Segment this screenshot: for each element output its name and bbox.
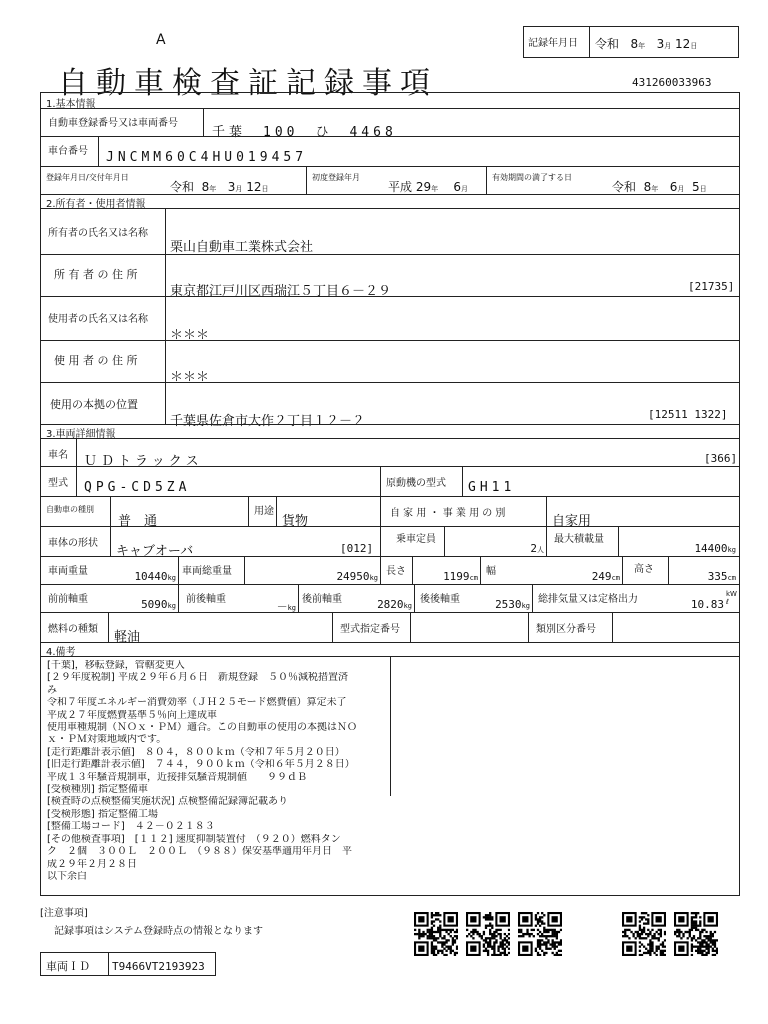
user-address-value: ＊＊＊ [170, 370, 210, 385]
class-number-label: 類別区分番号 [536, 624, 596, 635]
notice-title: [注意事項] [40, 908, 88, 919]
remark-line: 令和７年度エネルギー消費効率（ＪＨ２５モード燃費値）算定未了 [47, 697, 347, 709]
base-location-code: [12511 1322] [648, 408, 728, 421]
length-value: 1199cm [443, 570, 478, 583]
model-value: QPG-CD5ZA [84, 480, 191, 495]
reg-no-value: 千葉 100 ひ 4468 [212, 125, 397, 140]
qr-icon [414, 912, 458, 956]
base-location-label: 使用の本拠の位置 [50, 398, 138, 411]
height-label: 高さ [634, 564, 654, 575]
front-front-axle-label: 前前軸重 [48, 594, 88, 605]
reg-no-label: 自動車登録番号又は車両番号 [48, 118, 178, 129]
kind-value: 普 通 [118, 514, 158, 529]
max-load-label: 最大積載量 [554, 534, 604, 545]
remark-line: 成２９年２月２８日 [47, 858, 137, 870]
first-reg-label: 初度登録年月 [312, 173, 360, 182]
body-code: [012] [340, 542, 374, 555]
user-address-label: 使 用 者 の 住 所 [54, 354, 138, 367]
displacement-value: 10.83 [690, 598, 724, 611]
maker-code: [366] [704, 452, 738, 465]
front-rear-axle-label: 前後軸重 [186, 594, 226, 605]
maker-value: ＵＤトラックス [84, 454, 203, 469]
width-label: 幅 [486, 566, 496, 577]
body-value: キャブオーバ [116, 544, 194, 559]
expiry-label: 有効期間の満了する日 [492, 173, 572, 182]
remark-line: 以下余白 [47, 870, 87, 882]
remark-line: ク ２個 ３００Ｌ ２００Ｌ （９８８）保安基準適用年月日 平 [47, 846, 352, 858]
fuel-label: 燃料の種類 [48, 624, 98, 635]
user-name-value: ＊＊＊ [170, 328, 210, 343]
body-label: 車体の形状 [48, 538, 98, 549]
engine-value: GH11 [468, 480, 516, 495]
owner-address-value: 東京都江戸川区西瑞江５丁目６－２９ [170, 284, 392, 299]
reg-date-label: 登録年月日/交付年月日 [46, 173, 129, 182]
front-front-axle-value: 5090kg [141, 598, 176, 611]
rear-front-axle-label: 後前軸重 [302, 594, 342, 605]
user-name-label: 使用者の氏名又は名称 [48, 314, 148, 325]
base-location-value: 千葉県佐倉市大作２丁目１２－２ [170, 414, 366, 429]
remark-line: [受検形態] 指定整備工場 [47, 808, 158, 820]
model-label: 型式 [48, 478, 68, 489]
qr-icon [518, 912, 562, 956]
remark-line: [旧走行距離計表示値] ７４４，９００ｋｍ（令和６年５月２８日） [47, 759, 355, 771]
document-number: 431260033963 [632, 76, 712, 89]
remark-line: [整備工場コード] ４２－０２１８３ [47, 821, 215, 833]
vehicle-id-label: 車両ＩＤ [46, 960, 90, 973]
header-mark: A [156, 32, 166, 48]
owner-name-label: 所有者の氏名又は名称 [48, 228, 148, 239]
remark-line: [千葉]，移転登録，管轄変更入 [47, 660, 185, 671]
maker-label: 車名 [48, 450, 68, 461]
vehicle-id-value: T9466VT2193923 [112, 960, 205, 973]
type-number-label: 型式指定番号 [340, 624, 400, 635]
rear-rear-axle-label: 後後軸重 [420, 594, 460, 605]
section-basic-title: 1.基本情報 [46, 99, 96, 110]
owner-address-label: 所 有 者 の 住 所 [54, 268, 138, 281]
qr-icon [622, 912, 666, 956]
width-value: 249cm [591, 570, 620, 583]
weight-value: 10440kg [134, 570, 176, 583]
page-title: 自動車検査証記録事項 [58, 66, 438, 101]
remark-line: [受検種別] 指定整備車 [47, 784, 148, 796]
remark-line: [２９年度税制] 平成２９年６月６日 新規登録 ５０％減税措置済 [47, 672, 348, 684]
capacity-label: 乗車定員 [396, 534, 436, 545]
remark-line: み [47, 684, 57, 696]
remark-line: [検査時の点検整備実施状況] 点検整備記録簿記載あり [47, 796, 288, 808]
purpose-label: 自 家 用 ・ 事 業 用 の 別 [390, 508, 506, 519]
displacement-unit: kW ℓ [726, 590, 737, 606]
notice-text: 記録事項はシステム登録時点の情報となります [54, 926, 263, 937]
remarks-text [47, 660, 387, 883]
rear-front-axle-value: 2820kg [377, 598, 412, 611]
engine-label: 原動機の型式 [386, 478, 446, 489]
kind-label: 自動車の種別 [46, 505, 94, 514]
max-load-value: 14400kg [694, 542, 736, 555]
use-label: 用途 [254, 506, 274, 517]
gross-weight-label: 車両総重量 [182, 566, 232, 577]
section-owner-title: 2.所有者・使用者情報 [46, 199, 146, 210]
weight-label: 車両重量 [48, 566, 88, 577]
qr-icon [674, 912, 718, 956]
capacity-value: 2人 [530, 542, 544, 555]
section-remarks-title: 4.備考 [46, 647, 76, 658]
displacement-label: 総排気量又は定格出力 [538, 594, 638, 605]
remark-line: ｘ・ＰＭ対策地域内です。 [47, 734, 167, 746]
record-date-label: 記録年月日 [528, 38, 578, 49]
front-rear-axle-value: －kg [276, 600, 296, 613]
chassis-value: JNCMM60C4HU019457 [106, 150, 308, 165]
height-value: 335cm [707, 570, 736, 583]
remark-line: [その他検査事項] [１１２] 速度抑制装置付 （９２０）燃料タン [47, 833, 341, 845]
reg-date-value: 令和 8年 3月 12日 [170, 180, 269, 194]
qr-icon [466, 912, 510, 956]
gross-weight-value: 24950kg [336, 570, 378, 583]
length-label: 長さ [386, 566, 406, 577]
purpose-value: 自家用 [552, 514, 592, 529]
remark-line: 平成２７年度燃費基準５％向上達成車 [47, 709, 217, 721]
use-value: 貨物 [282, 514, 309, 529]
expiry-value: 令和 8年 6月 5日 [612, 180, 707, 194]
owner-name-value: 栗山自動車工業株式会社 [170, 240, 314, 255]
remark-line: 平成１３年騒音規制車，近接排気騒音規制値 ９９ｄＢ [47, 771, 307, 783]
remark-line: 使用車種規制（ＮＯｘ・ＰＭ）適合。この自動車の使用の本拠はＮＯ [47, 722, 357, 734]
section-vehicle-title: 3.車両詳細情報 [46, 429, 116, 440]
owner-address-code: [21735] [688, 280, 735, 293]
fuel-value: 軽油 [114, 630, 141, 645]
record-date-value: 令和 8年 3月 12日 [595, 37, 698, 51]
chassis-label: 車台番号 [48, 146, 88, 157]
rear-rear-axle-value: 2530kg [495, 598, 530, 611]
remark-line: [走行距離計表示値] ８０４，８００ｋｍ（令和７年５月２０日） [47, 746, 345, 758]
first-reg-value: 平成 29年 6月 [388, 180, 469, 194]
